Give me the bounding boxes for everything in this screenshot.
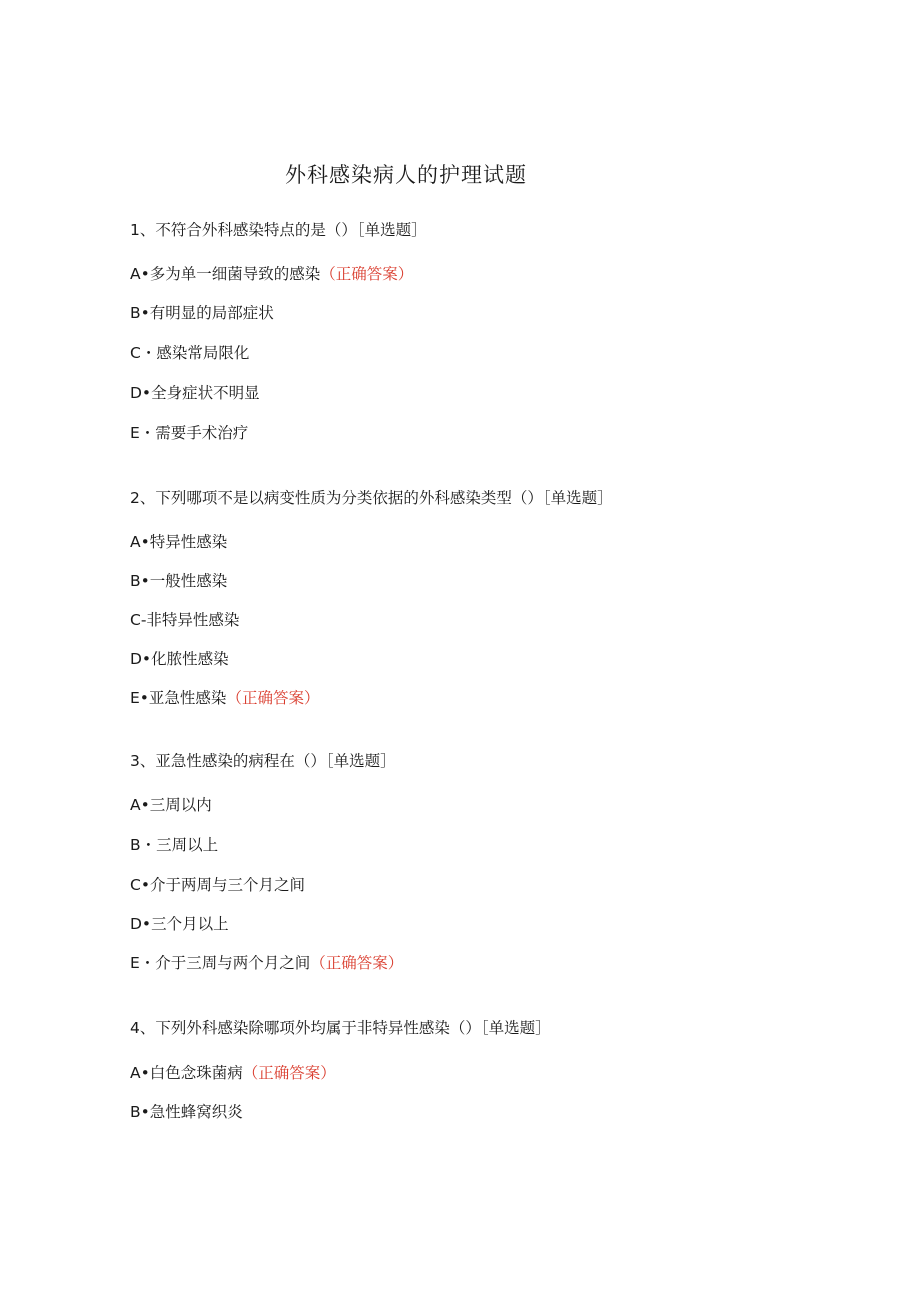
correct-answer-tag: （正确答案）	[310, 954, 404, 972]
option-text: E•亚急性感染	[130, 689, 227, 707]
correct-answer-tag: （正确答案）	[320, 265, 414, 283]
question-2-option-b: B•一般性感染	[130, 572, 228, 590]
question-4-option-b: B•急性蜂窝织炎	[130, 1103, 243, 1121]
page-title: 外科感染病人的护理试题	[285, 163, 527, 187]
question-1-prompt: 1、不符合外科感染特点的是（）［单选题］	[130, 221, 427, 239]
question-4-prompt: 4、下列外科感染除哪项外均属于非特异性感染（）［单选题］	[130, 1019, 551, 1037]
question-3-option-c: C•介于两周与三个月之间	[130, 876, 305, 894]
question-1-option-b: B•有明显的局部症状	[130, 304, 274, 322]
question-3-option-d: D•三个月以上	[130, 915, 229, 933]
question-2-option-e	[130, 686, 319, 710]
question-3-option-a: A•三周以内	[130, 796, 212, 814]
option-text: E・介于三周与两个月之间	[130, 954, 311, 972]
option-text: A•白色念珠菌病	[130, 1064, 243, 1082]
question-2-prompt: 2、下列哪项不是以病变性质为分类依据的外科感染类型（）［单选题］	[130, 489, 613, 507]
question-2-option-d: D•化脓性感染	[130, 650, 229, 668]
question-2-option-c: C-非特异性感染	[130, 611, 240, 629]
question-1-option-a	[130, 262, 413, 286]
question-3-option-e	[130, 951, 403, 975]
question-1-option-e: E・需要手术治疗	[130, 424, 249, 442]
question-1-option-d: D•全身症状不明显	[130, 384, 260, 402]
question-1-option-c: C・感染常局限化	[130, 344, 250, 362]
option-text: A•多为单一细菌导致的感染	[130, 265, 321, 283]
question-4-option-a	[130, 1061, 336, 1085]
correct-answer-tag: （正确答案）	[242, 1064, 336, 1082]
question-2-option-a: A•特异性感染	[130, 533, 228, 551]
correct-answer-tag: （正确答案）	[226, 689, 320, 707]
question-3-prompt: 3、亚急性感染的病程在（）［单选题］	[130, 752, 396, 770]
question-3-option-b: B・三周以上	[130, 836, 219, 854]
